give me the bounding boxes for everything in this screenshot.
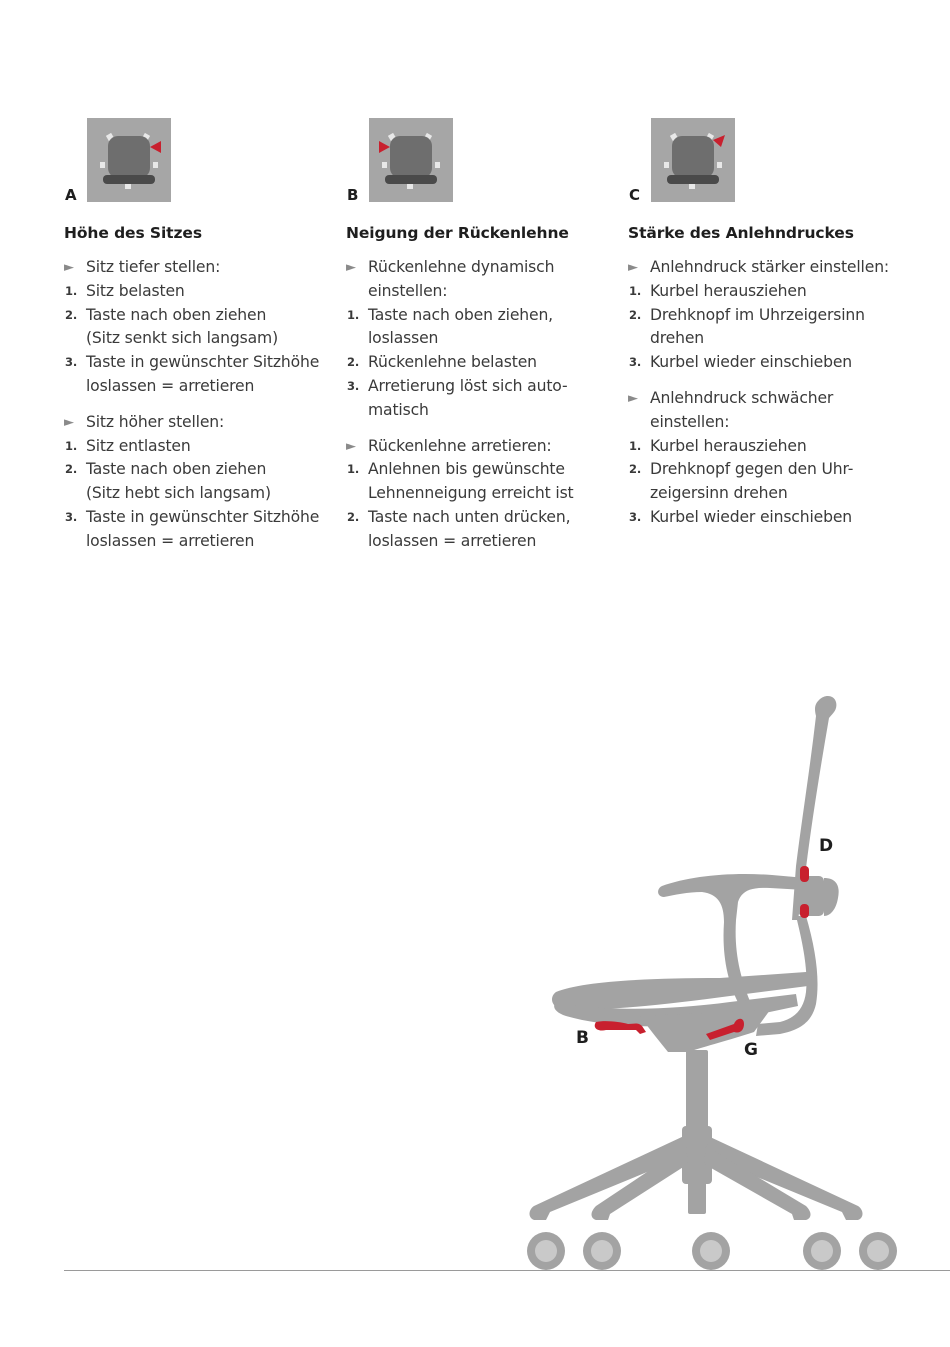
step: 1. Sitz belasten (65, 281, 185, 300)
triangle-right-icon: ► (64, 260, 74, 275)
section-letter: C (629, 186, 641, 204)
group-heading-continuation: einstellen: (368, 281, 448, 300)
step-continuation: zeigersinn drehen (650, 484, 788, 503)
triangle-right-icon: ► (628, 260, 638, 275)
triangle-right-icon: ► (64, 414, 74, 430)
instruction-group (628, 387, 893, 530)
group-heading: ► Anlehndruck stärker einstellen: (628, 256, 893, 280)
group-heading: ► Rückenlehne dynamisch (346, 256, 611, 280)
group-heading: ► Sitz tiefer stellen: (64, 256, 329, 280)
triangle-right-icon: ► (346, 260, 356, 275)
step-continuation: Lehnenneigung erreicht ist (368, 484, 574, 503)
instruction-group (64, 411, 329, 554)
backrest-knob-lower (800, 904, 809, 918)
step: 1. Anlehnen bis gewünschte (347, 460, 565, 479)
step-continuation: loslassen = arretieren (368, 531, 537, 550)
step: 2. Drehknopf gegen den Uhr- (629, 460, 854, 479)
step: 2. Taste nach oben ziehen (65, 305, 267, 324)
step-continuation: loslassen (368, 329, 439, 348)
backrest-pressure-chair-top-icon (651, 118, 735, 202)
section-backrest-tilt (346, 118, 611, 566)
backrest-tilt-chair-top-icon (369, 118, 453, 202)
triangle-right-icon: ► (346, 438, 356, 454)
section-header (346, 118, 611, 204)
step: 2. Taste nach oben ziehen (65, 460, 267, 479)
step-continuation: drehen (650, 329, 705, 348)
step: 2. Drehknopf im Uhrzeigersinn (629, 305, 865, 324)
section-header (628, 118, 893, 204)
section-title: Stärke des Anlehndruckes (628, 224, 854, 242)
section-backrest-pressure (628, 118, 893, 542)
step: 1. Kurbel herausziehen (629, 281, 807, 300)
instruction-group (346, 435, 611, 554)
group-heading: ► Sitz höher stellen: (64, 411, 329, 435)
step: 3. Taste in gewünschter Sitzhöhe (65, 353, 320, 372)
instruction-group (64, 256, 329, 399)
group-heading-continuation: einstellen: (650, 412, 730, 431)
group-heading: ► Anlehndruck schwächer (628, 387, 893, 411)
instruction-group (346, 256, 611, 423)
step-continuation: (Sitz hebt sich langsam) (86, 484, 271, 503)
step: 1. Kurbel herausziehen (629, 436, 807, 455)
seat-height-chair-top-icon (87, 118, 171, 202)
section-seat-height (64, 118, 329, 566)
label-g: G (744, 1040, 758, 1060)
step: 1. Taste nach oben ziehen, (347, 305, 553, 324)
instruction-group (628, 256, 893, 375)
step-continuation: matisch (368, 400, 429, 419)
section-letter: A (65, 186, 77, 204)
section-title: Neigung der Rückenlehne (346, 224, 569, 242)
step: 1. Sitz entlasten (65, 436, 191, 455)
label-b: B (576, 1028, 589, 1048)
step-continuation: loslassen = arretieren (86, 531, 255, 550)
step: 2. Taste nach unten drücken, (347, 507, 571, 526)
bottom-divider (64, 1270, 950, 1271)
step-continuation: loslassen = arretieren (86, 376, 255, 395)
section-title: Höhe des Sitzes (64, 224, 202, 242)
section-header (64, 118, 329, 204)
backrest-knob-upper (800, 866, 809, 882)
label-d: D (819, 836, 834, 856)
chair-side-illustration (520, 690, 920, 1280)
group-heading: ► Rückenlehne arretieren: (346, 435, 611, 459)
step: 2. Rückenlehne belasten (347, 353, 537, 372)
step: 3. Taste in gewünschter Sitzhöhe (65, 507, 320, 526)
step: 3. Kurbel wieder einschieben (629, 353, 853, 372)
step: 3. Arretierung löst sich auto- (347, 376, 568, 395)
step-continuation: (Sitz senkt sich langsam) (86, 329, 279, 348)
section-letter: B (347, 186, 359, 204)
triangle-right-icon: ► (628, 390, 638, 406)
step: 3. Kurbel wieder einschieben (629, 507, 853, 526)
